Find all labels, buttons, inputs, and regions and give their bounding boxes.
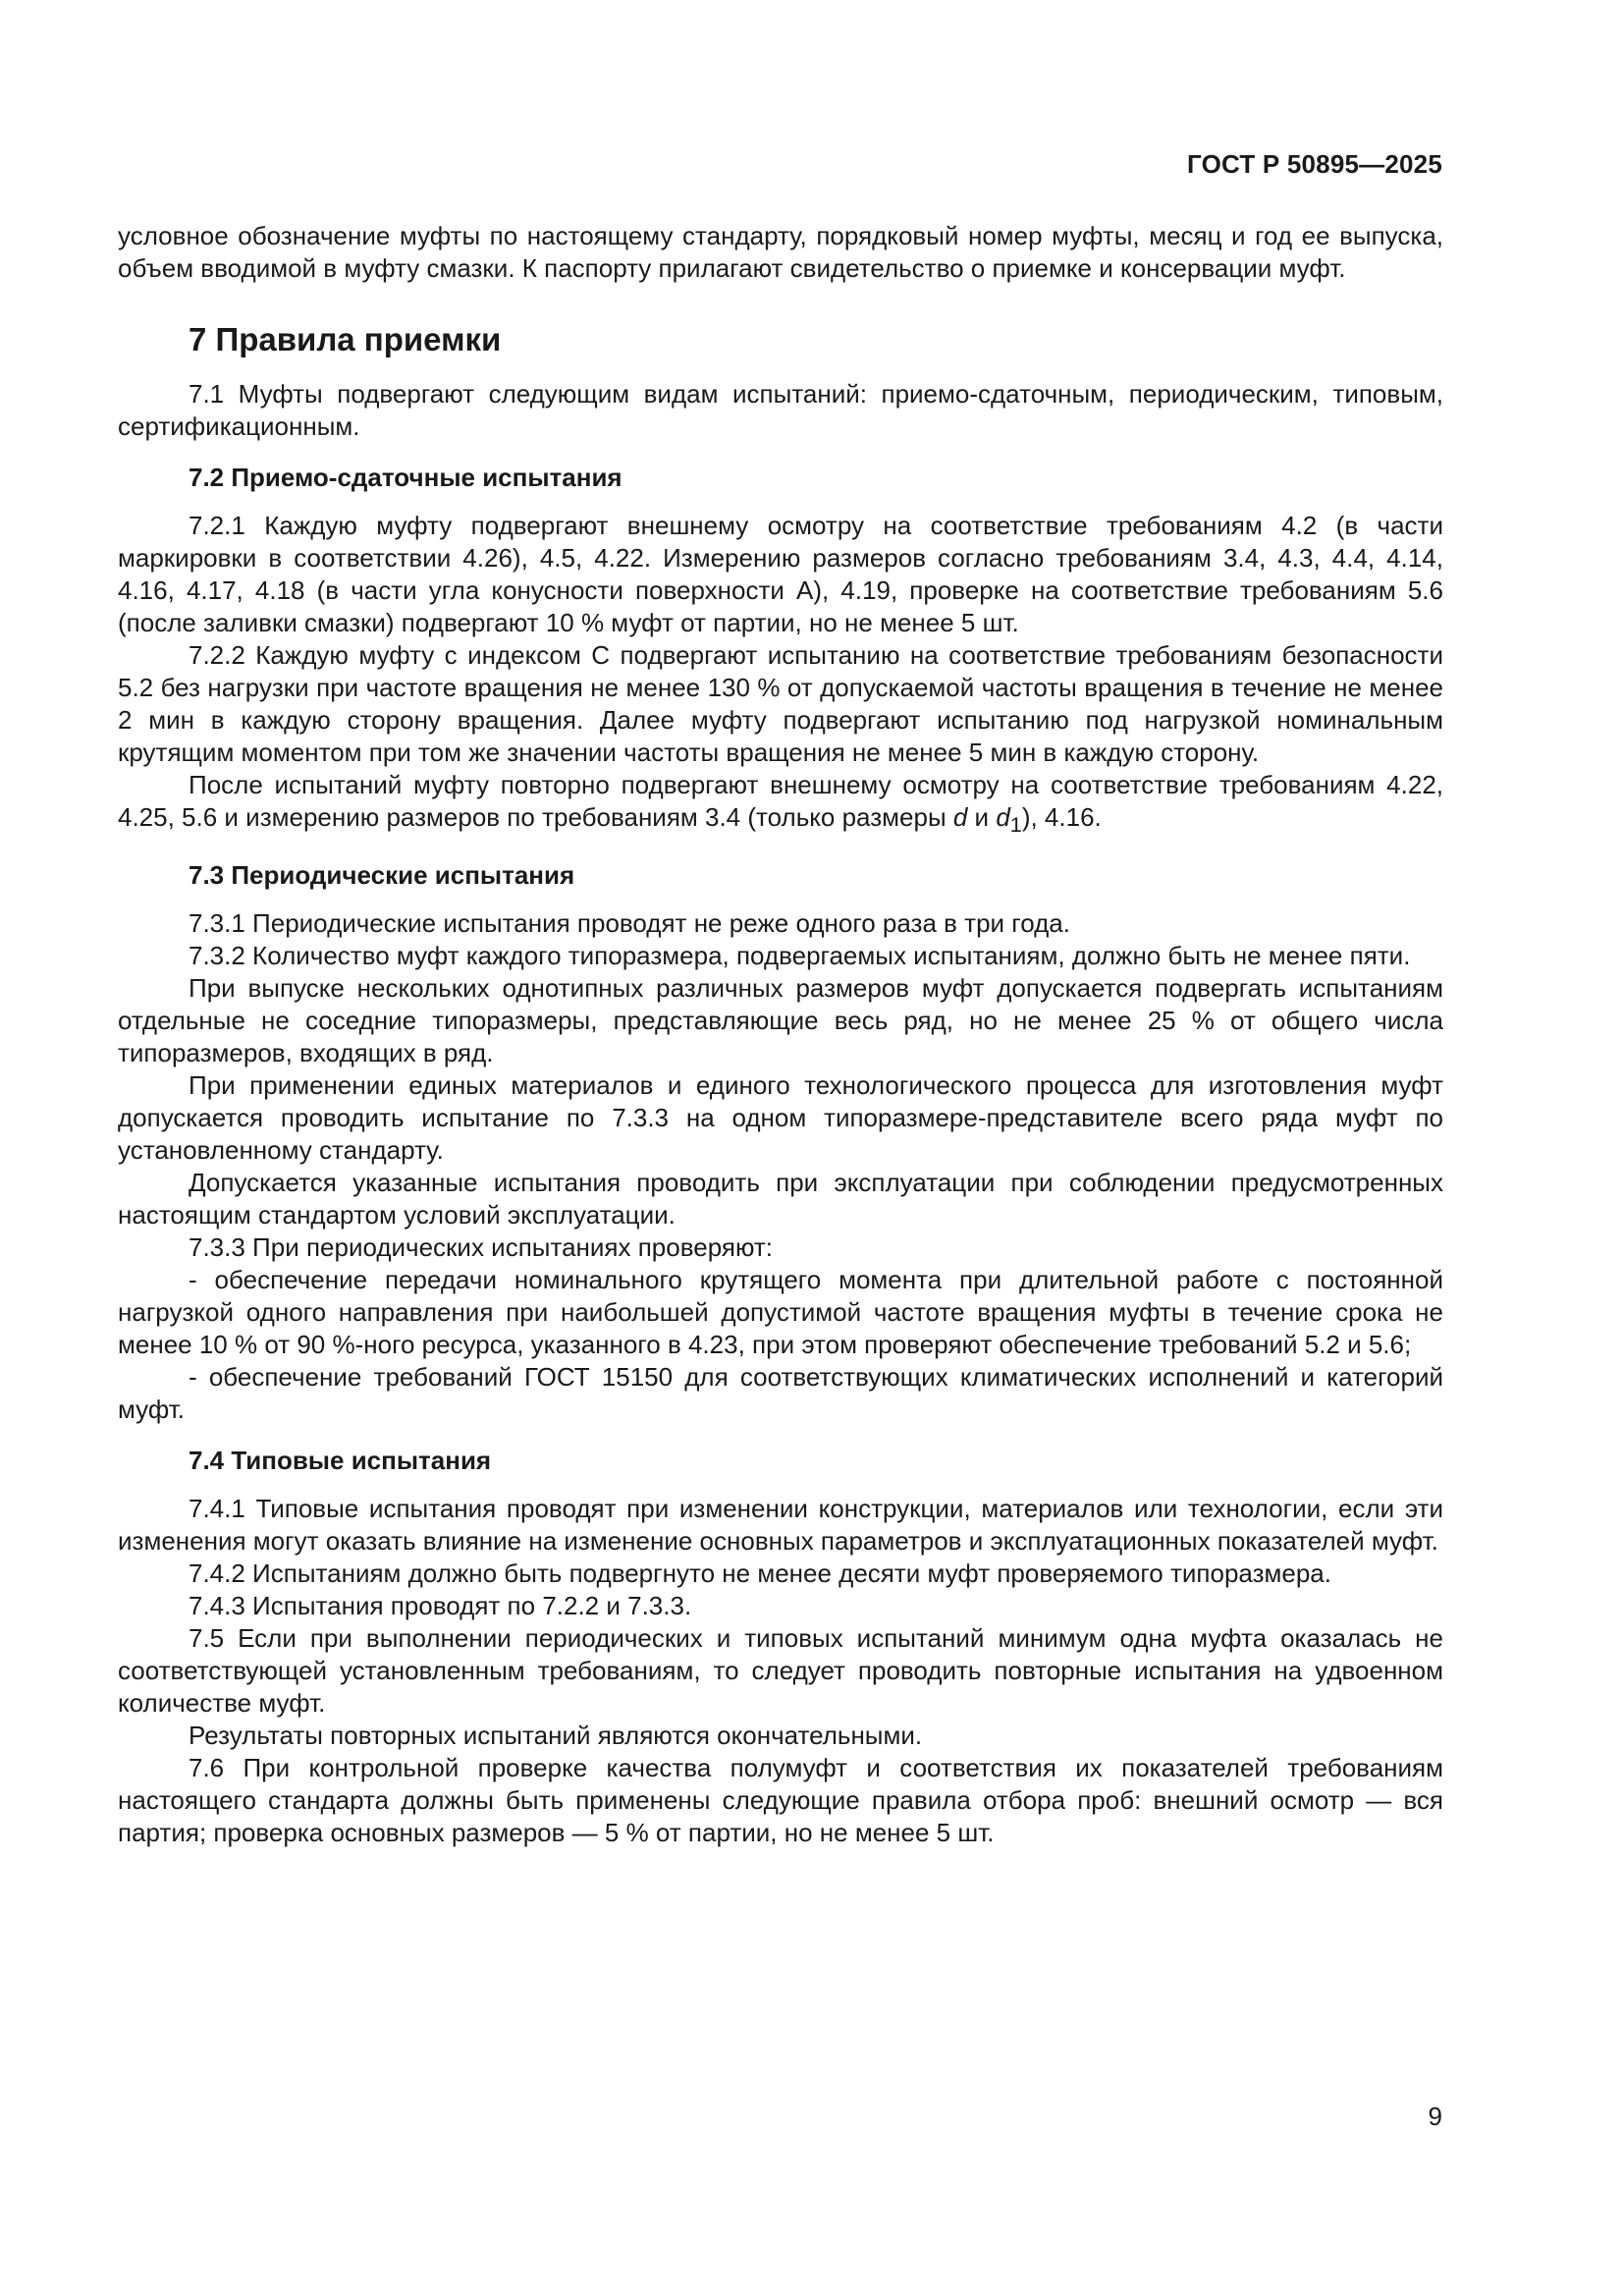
paragraph-7-4-1: 7.4.1 Типовые испытания проводят при изменении конструкции, материалов или технологии, если эти изменения могут оказать влияние на изменение основных параметров и эксплуатационных показателей муфт. [118,1494,1443,1557]
paragraph-7-3-2-operation: Допускается указанные испытания проводить при эксплуатации при соблюдении предусмотренных настоящим стандартом условий эксплуатации. [118,1168,1443,1230]
list-item-torque: - обеспечение передачи номинального крутящего момента при длительной работе с постоянной нагрузкой одного направления при наибольшей допустимой частоте вращения муфты в течение срока не менее 10 % от 90 %-ного ресурса, указанного в 4.23, при этом проверяют обеспечение требований 5.2 и 5.6; [118,1265,1443,1360]
paragraph-7-3-2: 7.3.2 Количество муфт каждого типоразмера, подвергаемых испытаниям, должно быть не менее пяти. [189,941,1411,971]
section-7-heading: 7 Правила приемки [189,321,502,357]
paragraph-7-3-1: 7.3.1 Периодические испытания проводят не реже одного раза в три года. [189,908,1070,939]
page-content [118,220,1443,1849]
paragraph-7-2-after-tests-end: ), 4.16. [1021,802,1102,832]
paragraph-7-1: 7.1 Муфты подвергают следующим видам испытаний: приемо-сдаточным, периодическим, типовым, сертификационным. [118,379,1443,441]
paragraph-7-2-after-tests [118,769,1443,841]
symbol-d1-subscript: 1 [1009,812,1022,838]
paragraph-7-3-2-single-material: При применении единых материалов и единого технологического процесса для изготовления муфт допускается проводить испытание по 7.3.3 на одном типоразмере-представителе всего ряда муфт по установленному стандарту. [118,1070,1443,1166]
paragraph-7-2-after-tests-text: После испытаний муфту повторно подвергают внешнему осмотру на соответствие требованиям 4.22, 4.25, 5.6 и измерению размеров по требованиям 3.4 (только размеры [118,770,1443,832]
page-number: 9 [1428,2102,1442,2131]
symbol-d1: d [996,802,1010,832]
list-item-gost-15150: - обеспечение требований ГОСТ 15150 для соответствующих климатических исполнений и категорий муфт. [118,1362,1443,1425]
symbol-d: d [952,802,968,832]
paragraph-7-5-results: Результаты повторных испытаний являются окончательными. [189,1721,923,1751]
conjunction-and: и [967,802,997,832]
paragraph-7-6: 7.6 При контрольной проверке качества полумуфт и соответствия их показателей требованиям настоящего стандарта должны быть применены следующие правила отбора проб: внешний осмотр — вся партия; проверка основных размеров — 5 % от партии, но не менее 5 шт. [118,1753,1443,1848]
document-code-header: ГОСТ Р 50895—2025 [1187,149,1442,179]
subsection-7-2-heading: 7.2 Приемо-сдаточные испытания [189,463,622,492]
paragraph-7-3-2-multi-size: При выпуске нескольких однотипных различных размеров муфт допускается подвергать испытаниям отдельные не соседние типоразмеры, представляющие весь ряд, но не менее 25 % от общего числа типоразмеров, входящих в ряд. [118,973,1443,1068]
paragraph-7-2-1: 7.2.1 Каждую муфту подвергают внешнему осмотру на соответствие требованиям 4.2 (в части маркировки в соответствии 4.26), 4.5, 4.22. Измерению размеров согласно требованиям 3.4, 4.3, 4.4, 4.14, 4.16, 4.17, 4.18 (в части угла конусности поверхности А), 4.19, проверке на соответствие требованиям 5.6 (после заливки смазки) подвергают 10 % муфт от партии, но не менее 5 шт. [118,511,1443,637]
paragraph-7-2-2: 7.2.2 Каждую муфту с индексом С подвергают испытанию на соответствие требованиям безопасности 5.2 без нагрузки при частоте вращения не менее 130 % от допускаемой частоты вращения в течение не менее 2 мин в каждую сторону вращения. Далее муфту подвергают испытанию под нагрузкой номинальным крутящим моментом при том же значении частоты вращения не менее 5 мин в каждую сторону. [118,640,1443,767]
paragraph-7-4-3: 7.4.3 Испытания проводят по 7.2.2 и 7.3.3. [189,1591,692,1621]
paragraph-7-4-2: 7.4.2 Испытаниям должно быть подвергнуто не менее десяти муфт проверяемого типоразмера. [189,1558,1331,1589]
subsection-7-3-heading: 7.3 Периодические испытания [189,860,575,891]
paragraph-7-3-3: 7.3.3 При периодических испытаниях проверяют: [189,1232,774,1263]
subsection-7-4-heading: 7.4 Типовые испытания [189,1446,492,1476]
intro-paragraph: условное обозначение муфты по настоящему стандарту, порядковый номер муфты, месяц и год ее выпуска, объем вводимой в муфту смазки. К паспорту прилагают свидетельство о приемке и консервации муфт. [118,221,1443,283]
paragraph-7-5: 7.5 Если при выполнении периодических и типовых испытаний минимум одна муфта оказалась не соответствующей установленным требованиям, то следует проводить повторные испытания на удвоенном количестве муфт. [118,1623,1443,1719]
